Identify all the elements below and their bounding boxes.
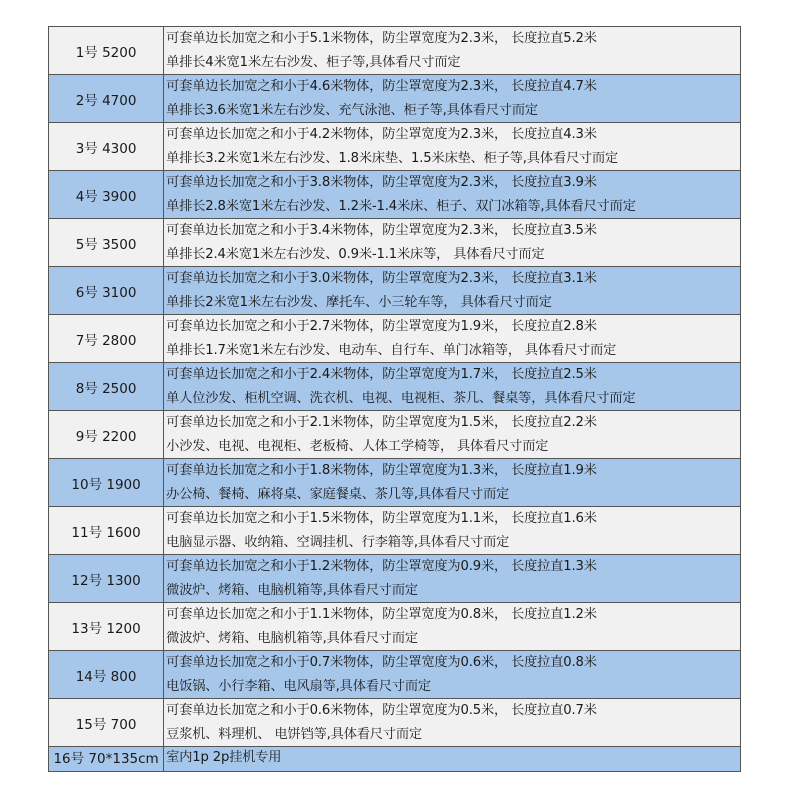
description-line-2: 豆浆机、料理机、 电饼铛等,具体看尺寸而定 — [166, 726, 422, 742]
description-cell — [164, 267, 741, 315]
table-row — [49, 507, 741, 555]
size-cell: 9号 2200 — [49, 411, 164, 459]
description-line-2: 电饭锅、小行李箱、电风扇等,具体看尺寸而定 — [166, 678, 431, 694]
description-line-2: 微波炉、烤箱、电脑机箱等,具体看尺寸而定 — [166, 630, 418, 646]
description-line-2: 办公椅、餐椅、麻将桌、家庭餐桌、茶几等,具体看尺寸而定 — [166, 486, 510, 502]
description-cell — [164, 27, 741, 75]
description-cell — [164, 411, 741, 459]
description-line-1: 可套单边长加宽之和小于1.2米物体，防尘罩宽度为0.9米， 长度拉直1.3米 — [166, 559, 597, 574]
table-row — [49, 699, 741, 747]
description-cell — [164, 171, 741, 219]
size-cell: 5号 3500 — [49, 219, 164, 267]
description-cell — [164, 75, 741, 123]
description-cell — [164, 219, 741, 267]
size-cell: 1号 5200 — [49, 27, 164, 75]
table-row — [49, 267, 741, 315]
size-cell: 7号 2800 — [49, 315, 164, 363]
table-row — [49, 603, 741, 651]
description-cell — [164, 123, 741, 171]
table-row — [49, 27, 741, 75]
description-line-2: 电脑显示器、收纳箱、空调挂机、行李箱等,具体看尺寸而定 — [166, 534, 510, 550]
table-row — [49, 555, 741, 603]
description-line-2: 单排长2米宽1米左右沙发、摩托车、小三轮车等， 具体看尺寸而定 — [166, 294, 552, 310]
description-line-2: 微波炉、烤箱、电脑机箱等,具体看尺寸而定 — [166, 582, 418, 598]
size-cell: 12号 1300 — [49, 555, 164, 603]
description-line-1: 可套单边长加宽之和小于0.6米物体，防尘罩宽度为0.5米， 长度拉直0.7米 — [166, 703, 597, 718]
description-line-1: 可套单边长加宽之和小于2.4米物体，防尘罩宽度为1.7米， 长度拉直2.5米 — [166, 367, 597, 382]
description-line-2: 单排长4米宽1米左右沙发、柜子等,具体看尺寸而定 — [166, 54, 461, 70]
size-cell: 8号 2500 — [49, 363, 164, 411]
description-cell — [164, 363, 741, 411]
description-line-1: 室内1p 2p挂机专用 — [166, 750, 282, 765]
table-row — [49, 219, 741, 267]
description-line-2: 单排长2.4米宽1米左右沙发、0.9米-1.1米床等， 具体看尺寸而定 — [166, 246, 545, 262]
size-cell: 4号 3900 — [49, 171, 164, 219]
description-line-1: 可套单边长加宽之和小于3.4米物体，防尘罩宽度为2.3米， 长度拉直3.5米 — [166, 223, 597, 238]
description-cell — [164, 651, 741, 699]
description-line-2: 单排长1.7米宽1米左右沙发、电动车、自行车、单门冰箱等， 具体看尺寸而定 — [166, 342, 617, 358]
description-cell — [164, 555, 741, 603]
description-line-2: 小沙发、电视、电视柜、老板椅、人体工学椅等， 具体看尺寸而定 — [166, 438, 549, 454]
description-line-1: 可套单边长加宽之和小于2.1米物体，防尘罩宽度为1.5米， 长度拉直2.2米 — [166, 415, 597, 430]
table-row — [49, 651, 741, 699]
size-cell: 2号 4700 — [49, 75, 164, 123]
description-cell — [164, 507, 741, 555]
description-line-1: 可套单边长加宽之和小于3.0米物体，防尘罩宽度为2.3米， 长度拉直3.1米 — [166, 271, 597, 286]
description-line-1: 可套单边长加宽之和小于1.5米物体，防尘罩宽度为1.1米， 长度拉直1.6米 — [166, 511, 597, 526]
description-line-2: 单排长3.6米宽1米左右沙发、充气泳池、柜子等,具体看尺寸而定 — [166, 102, 538, 118]
table-row — [49, 747, 741, 772]
description-line-1: 可套单边长加宽之和小于1.1米物体，防尘罩宽度为0.8米， 长度拉直1.2米 — [166, 607, 597, 622]
description-line-1: 可套单边长加宽之和小于5.1米物体，防尘罩宽度为2.3米， 长度拉直5.2米 — [166, 31, 597, 46]
table-row — [49, 315, 741, 363]
table-row — [49, 411, 741, 459]
description-line-2: 单排长2.8米宽1米左右沙发、1.2米-1.4米床、柜子、双门冰箱等,具体看尺寸而定 — [166, 198, 636, 214]
table-row — [49, 459, 741, 507]
size-cell: 10号 1900 — [49, 459, 164, 507]
size-cell: 15号 700 — [49, 699, 164, 747]
description-line-1: 可套单边长加宽之和小于0.7米物体，防尘罩宽度为0.6米， 长度拉直0.8米 — [166, 655, 597, 670]
table-row — [49, 123, 741, 171]
size-cell: 6号 3100 — [49, 267, 164, 315]
description-cell — [164, 315, 741, 363]
description-line-1: 可套单边长加宽之和小于4.2米物体，防尘罩宽度为2.3米， 长度拉直4.3米 — [166, 127, 597, 142]
description-line-1: 可套单边长加宽之和小于2.7米物体，防尘罩宽度为1.9米， 长度拉直2.8米 — [166, 319, 597, 334]
size-cell: 11号 1600 — [49, 507, 164, 555]
description-cell — [164, 699, 741, 747]
table-row — [49, 363, 741, 411]
size-cell: 3号 4300 — [49, 123, 164, 171]
size-cell: 13号 1200 — [49, 603, 164, 651]
size-table — [48, 26, 741, 772]
description-line-2: 单人位沙发、柜机空调、洗衣机、电视、电视柜、茶几、餐桌等，具体看尺寸而定 — [166, 390, 636, 406]
table-row — [49, 171, 741, 219]
description-line-2: 单排长3.2米宽1米左右沙发、1.8米床垫、1.5米床垫、柜子等,具体看尺寸而定 — [166, 150, 619, 166]
size-cell: 16号 70*135cm — [49, 747, 164, 772]
description-line-1: 可套单边长加宽之和小于3.8米物体，防尘罩宽度为2.3米， 长度拉直3.9米 — [166, 175, 597, 190]
size-cell: 14号 800 — [49, 651, 164, 699]
description-cell — [164, 603, 741, 651]
table-row — [49, 75, 741, 123]
description-line-1: 可套单边长加宽之和小于1.8米物体，防尘罩宽度为1.3米， 长度拉直1.9米 — [166, 463, 597, 478]
description-cell — [164, 747, 741, 772]
description-line-1: 可套单边长加宽之和小于4.6米物体，防尘罩宽度为2.3米， 长度拉直4.7米 — [166, 79, 597, 94]
description-cell — [164, 459, 741, 507]
